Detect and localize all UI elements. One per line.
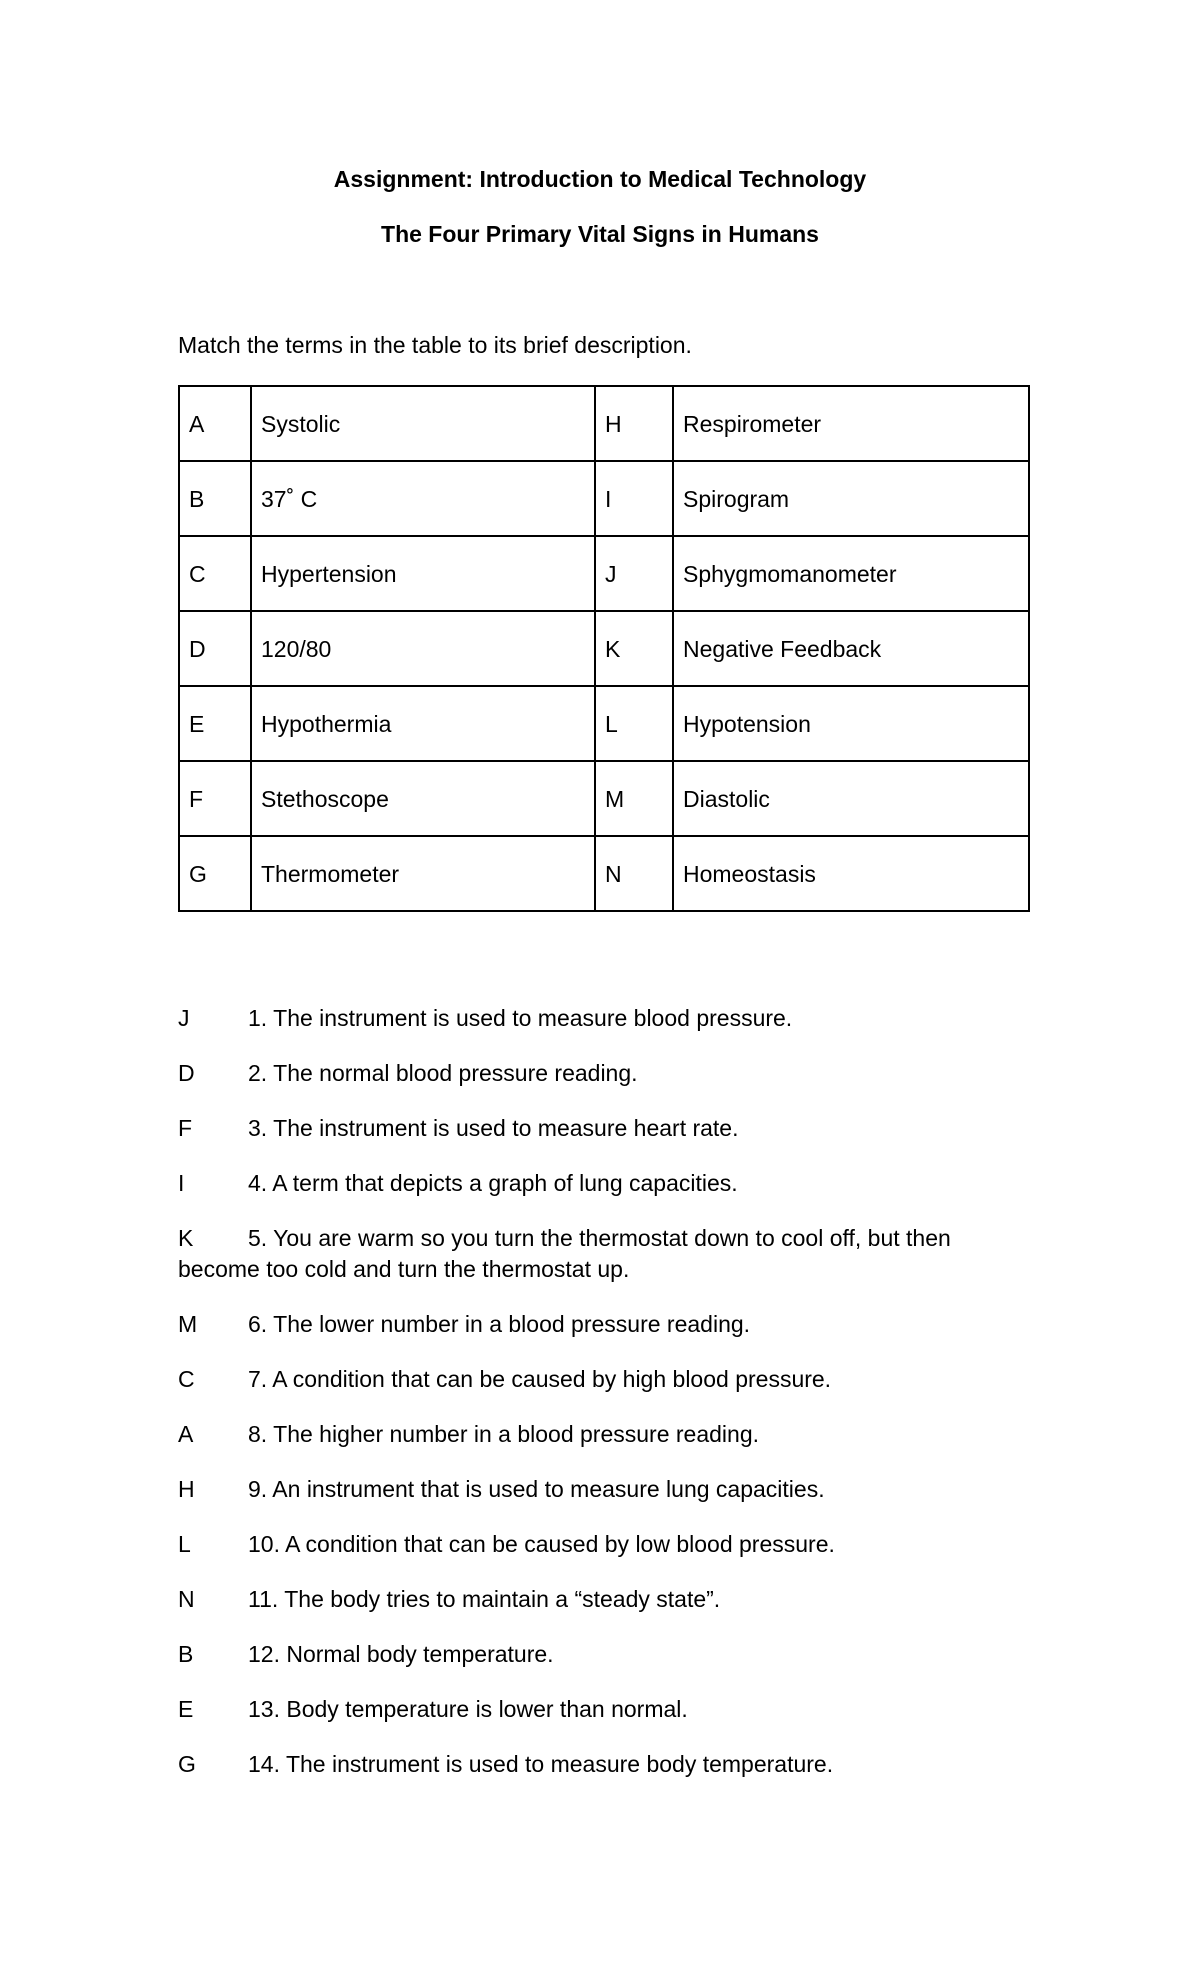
list-item bbox=[178, 1309, 998, 1340]
term-name: 37˚ C bbox=[251, 461, 595, 536]
answer-letter: G bbox=[178, 1751, 196, 1777]
term-letter: I bbox=[595, 461, 673, 536]
list-item bbox=[178, 1364, 998, 1395]
term-letter: A bbox=[179, 386, 251, 461]
list-item bbox=[178, 1419, 998, 1450]
term-letter: G bbox=[179, 836, 251, 911]
list-item bbox=[178, 1529, 998, 1560]
answer-letter: A bbox=[178, 1421, 194, 1447]
table-row bbox=[179, 761, 1029, 836]
list-item bbox=[178, 1694, 998, 1725]
answer-letter: I bbox=[178, 1170, 185, 1196]
term-name: Respirometer bbox=[673, 386, 1029, 461]
answer-letter: M bbox=[178, 1311, 198, 1337]
answer-description: 14. The instrument is used to measure body temperature. bbox=[248, 1751, 834, 1777]
list-item bbox=[178, 1584, 998, 1615]
answer-letter: H bbox=[178, 1476, 195, 1502]
list-item bbox=[178, 1168, 998, 1199]
answer-description: 11. The body tries to maintain a “steady state”. bbox=[248, 1586, 721, 1612]
instructions-text: Match the terms in the table to its brief description. bbox=[178, 332, 692, 358]
list-item bbox=[178, 1058, 998, 1089]
page-subtitle: The Four Primary Vital Signs in Humans bbox=[381, 221, 819, 247]
answer-description: 12. Normal body temperature. bbox=[248, 1641, 554, 1667]
answer-description: 1. The instrument is used to measure blood pressure. bbox=[248, 1005, 793, 1031]
table-row bbox=[179, 461, 1029, 536]
term-letter: E bbox=[179, 686, 251, 761]
list-item bbox=[178, 1113, 998, 1144]
list-item bbox=[178, 1474, 998, 1505]
term-letter: F bbox=[179, 761, 251, 836]
list-item bbox=[178, 1223, 998, 1285]
term-letter: B bbox=[179, 461, 251, 536]
answer-description: 4. A term that depicts a graph of lung capacities. bbox=[248, 1170, 738, 1196]
term-name: Hypotension bbox=[673, 686, 1029, 761]
answer-letter: F bbox=[178, 1115, 193, 1141]
term-letter: L bbox=[595, 686, 673, 761]
answer-letter: C bbox=[178, 1366, 195, 1392]
table-row bbox=[179, 836, 1029, 911]
term-name: Systolic bbox=[251, 386, 595, 461]
term-letter: J bbox=[595, 536, 673, 611]
list-item bbox=[178, 1639, 998, 1670]
table-row bbox=[179, 686, 1029, 761]
answer-list bbox=[178, 1003, 998, 1804]
term-name: Hypertension bbox=[251, 536, 595, 611]
answer-description: 2. The normal blood pressure reading. bbox=[248, 1060, 638, 1086]
answer-description: 9. An instrument that is used to measure lung capacities. bbox=[248, 1476, 825, 1502]
answer-letter: J bbox=[178, 1005, 190, 1031]
answer-description: 8. The higher number in a blood pressure reading. bbox=[248, 1421, 760, 1447]
answer-description: 10. A condition that can be caused by low blood pressure. bbox=[248, 1531, 835, 1557]
list-item bbox=[178, 1003, 998, 1034]
term-name: 120/80 bbox=[251, 611, 595, 686]
table-row bbox=[179, 536, 1029, 611]
term-name: Hypothermia bbox=[251, 686, 595, 761]
answer-description: 3. The instrument is used to measure heart rate. bbox=[248, 1115, 739, 1141]
term-letter: D bbox=[179, 611, 251, 686]
term-name: Homeostasis bbox=[673, 836, 1029, 911]
answer-description: 5. You are warm so you turn the thermostat down to cool off, but then become too cold and turn the thermostat up. bbox=[178, 1225, 951, 1282]
page-title: Assignment: Introduction to Medical Technology bbox=[333, 166, 867, 192]
answer-description: 7. A condition that can be caused by high blood pressure. bbox=[248, 1366, 832, 1392]
term-name: Diastolic bbox=[673, 761, 1029, 836]
term-letter: H bbox=[595, 386, 673, 461]
answer-letter: E bbox=[178, 1696, 194, 1722]
answer-letter: B bbox=[178, 1641, 194, 1667]
answer-description: 6. The lower number in a blood pressure reading. bbox=[248, 1311, 751, 1337]
term-letter: K bbox=[595, 611, 673, 686]
answer-letter: N bbox=[178, 1586, 195, 1612]
term-letter: N bbox=[595, 836, 673, 911]
answer-letter: L bbox=[178, 1531, 191, 1557]
answer-letter: K bbox=[178, 1225, 194, 1251]
term-name: Negative Feedback bbox=[673, 611, 1029, 686]
table-row bbox=[179, 611, 1029, 686]
answer-description: 13. Body temperature is lower than normal. bbox=[248, 1696, 688, 1722]
terms-table bbox=[178, 385, 1030, 912]
table-row bbox=[179, 386, 1029, 461]
term-name: Sphygmomanometer bbox=[673, 536, 1029, 611]
answer-letter: D bbox=[178, 1060, 195, 1086]
term-name: Stethoscope bbox=[251, 761, 595, 836]
term-name: Thermometer bbox=[251, 836, 595, 911]
term-letter: C bbox=[179, 536, 251, 611]
term-letter: M bbox=[595, 761, 673, 836]
term-name: Spirogram bbox=[673, 461, 1029, 536]
list-item bbox=[178, 1749, 998, 1780]
